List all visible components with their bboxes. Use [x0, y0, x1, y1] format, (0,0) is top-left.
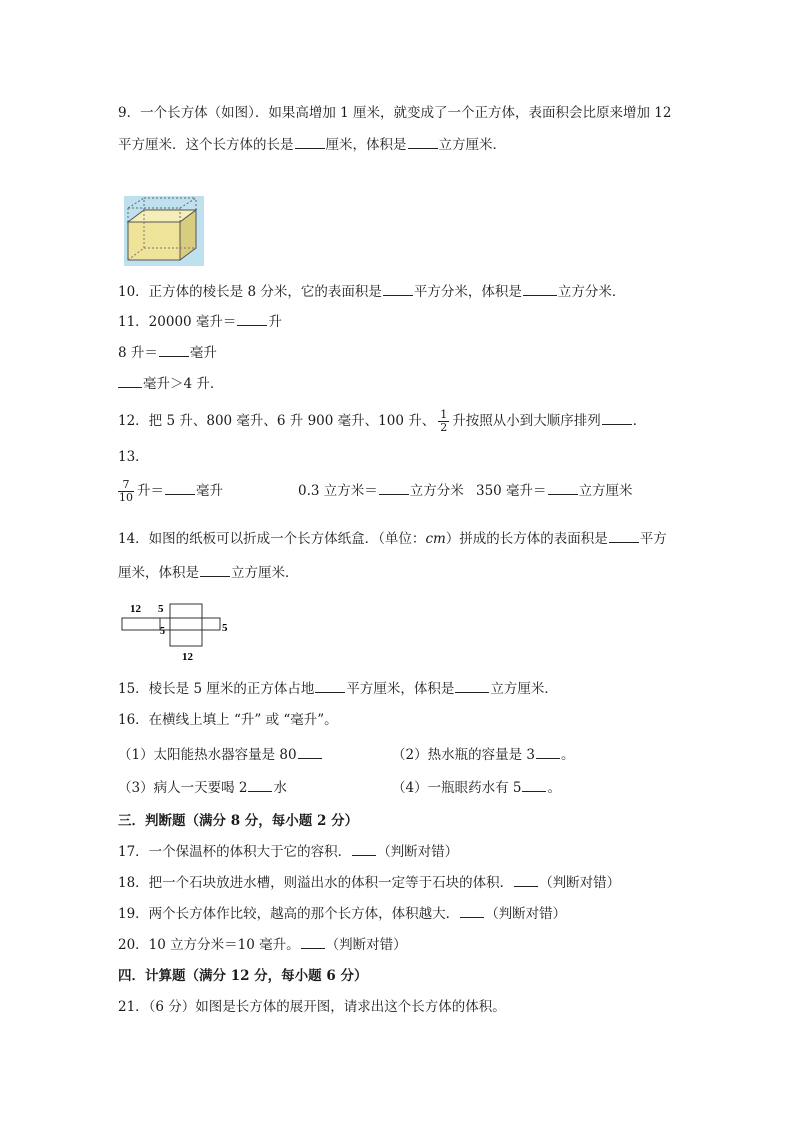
answer-blank[interactable] [315, 680, 345, 693]
q16-title: 16．在横线上填上 “升” 或 “毫升”。 [118, 712, 338, 728]
q9-line1: 9．一个长方体（如图）．如果高增加 1 厘米，就变成了一个正方体，表面积会比原来增加 12 [118, 105, 672, 121]
svg-text:5: 5 [160, 626, 165, 637]
answer-blank[interactable] [602, 412, 632, 425]
cuboid-figure [124, 196, 204, 266]
q11-line3: 毫升＞4 升． [118, 375, 223, 393]
answer-blank[interactable] [609, 530, 639, 543]
section-four-heading: 四．计算题（满分 12 分，每小题 6 分） [118, 968, 368, 984]
q17: 17．一个保温杯的体积大于它的容积． （判断对错） [118, 844, 459, 860]
q11-line1: 11．20000 毫升＝ 升 [118, 314, 282, 330]
q15: 15．棱长是 5 厘米的正方体占地 平方厘米，体积是 立方厘米． [118, 681, 558, 697]
answer-blank[interactable] [383, 283, 413, 296]
section-three-heading: 三．判断题（满分 8 分，每小题 2 分） [118, 813, 359, 829]
answer-blank[interactable] [301, 936, 325, 949]
q16-item1: （1）太阳能热水器容量是 80 [118, 746, 323, 764]
answer-blank[interactable] [248, 779, 272, 792]
q13-part2: 0.3 立方米＝ 立方分米 [298, 483, 464, 499]
svg-text:12: 12 [182, 651, 193, 663]
q16-item4: （4）一瓶眼药水有 5 。 [392, 780, 561, 796]
answer-blank[interactable] [200, 564, 230, 577]
answer-blank[interactable] [295, 136, 325, 149]
svg-text:12: 12 [130, 603, 141, 615]
answer-blank[interactable] [548, 482, 578, 495]
answer-blank[interactable] [118, 375, 142, 388]
answer-blank[interactable] [460, 905, 484, 918]
fraction-seven-tenths: $\frac{7}{10}$ [119, 478, 133, 504]
q12: 12．把 5 升、800 毫升、6 升 900 毫升、100 升、 $\frac{1}{2}$ 升按照从小到大顺序排列 ． [118, 408, 647, 434]
q9-line2: 平方厘米．这个长方体的长是 厘米，体积是 立方厘米． [118, 137, 506, 153]
answer-blank[interactable] [159, 344, 189, 357]
q21: 21．（6 分）如图是长方体的展开图，请求出这个长方体的体积。 [118, 999, 506, 1015]
q14-line1: 14．如图的纸板可以折成一个长方体纸盒．（单位：cm）拼成的长方体的表面积是 平方 [118, 531, 667, 547]
answer-blank[interactable] [298, 746, 322, 759]
answer-blank[interactable] [408, 136, 438, 149]
q11-line2: 8 升＝ 毫升 [118, 345, 217, 361]
svg-text:5: 5 [158, 603, 164, 615]
q16-item3: （3）病人一天要喝 2 水 [118, 780, 287, 796]
answer-blank[interactable] [523, 283, 557, 296]
q10: 10．正方体的棱长是 8 分米，它的表面积是 平方分米，体积是 立方分米． [118, 284, 626, 300]
q19: 19．两个长方体作比较，越高的那个长方体，体积越大． （判断对错） [118, 906, 567, 922]
q20: 20．10 立方分米＝10 毫升。 （判断对错） [118, 937, 407, 953]
answer-blank[interactable] [455, 680, 489, 693]
q13-label: 13． [118, 449, 149, 465]
q13-part1: $\frac{7}{10}$ 升＝ 毫升 [119, 478, 223, 504]
q13-part3: 350 毫升＝ 立方厘米 [476, 483, 633, 499]
answer-blank[interactable] [379, 482, 409, 495]
answer-blank[interactable] [522, 779, 546, 792]
answer-blank[interactable] [536, 746, 560, 759]
q16-item2: （2）热水瓶的容量是 3 。 [392, 747, 575, 763]
q14-line2: 厘米，体积是 立方厘米． [118, 565, 299, 581]
answer-blank[interactable] [165, 482, 195, 495]
answer-blank[interactable] [514, 874, 538, 887]
box-net-figure [118, 600, 242, 664]
fraction-half: $\frac{1}{2}$ [440, 408, 448, 434]
svg-text:5: 5 [222, 622, 228, 634]
answer-blank[interactable] [237, 313, 267, 326]
q18: 18．把一个石块放进水槽，则溢出水的体积一定等于石块的体积． （判断对错） [118, 875, 621, 891]
answer-blank[interactable] [352, 843, 376, 856]
